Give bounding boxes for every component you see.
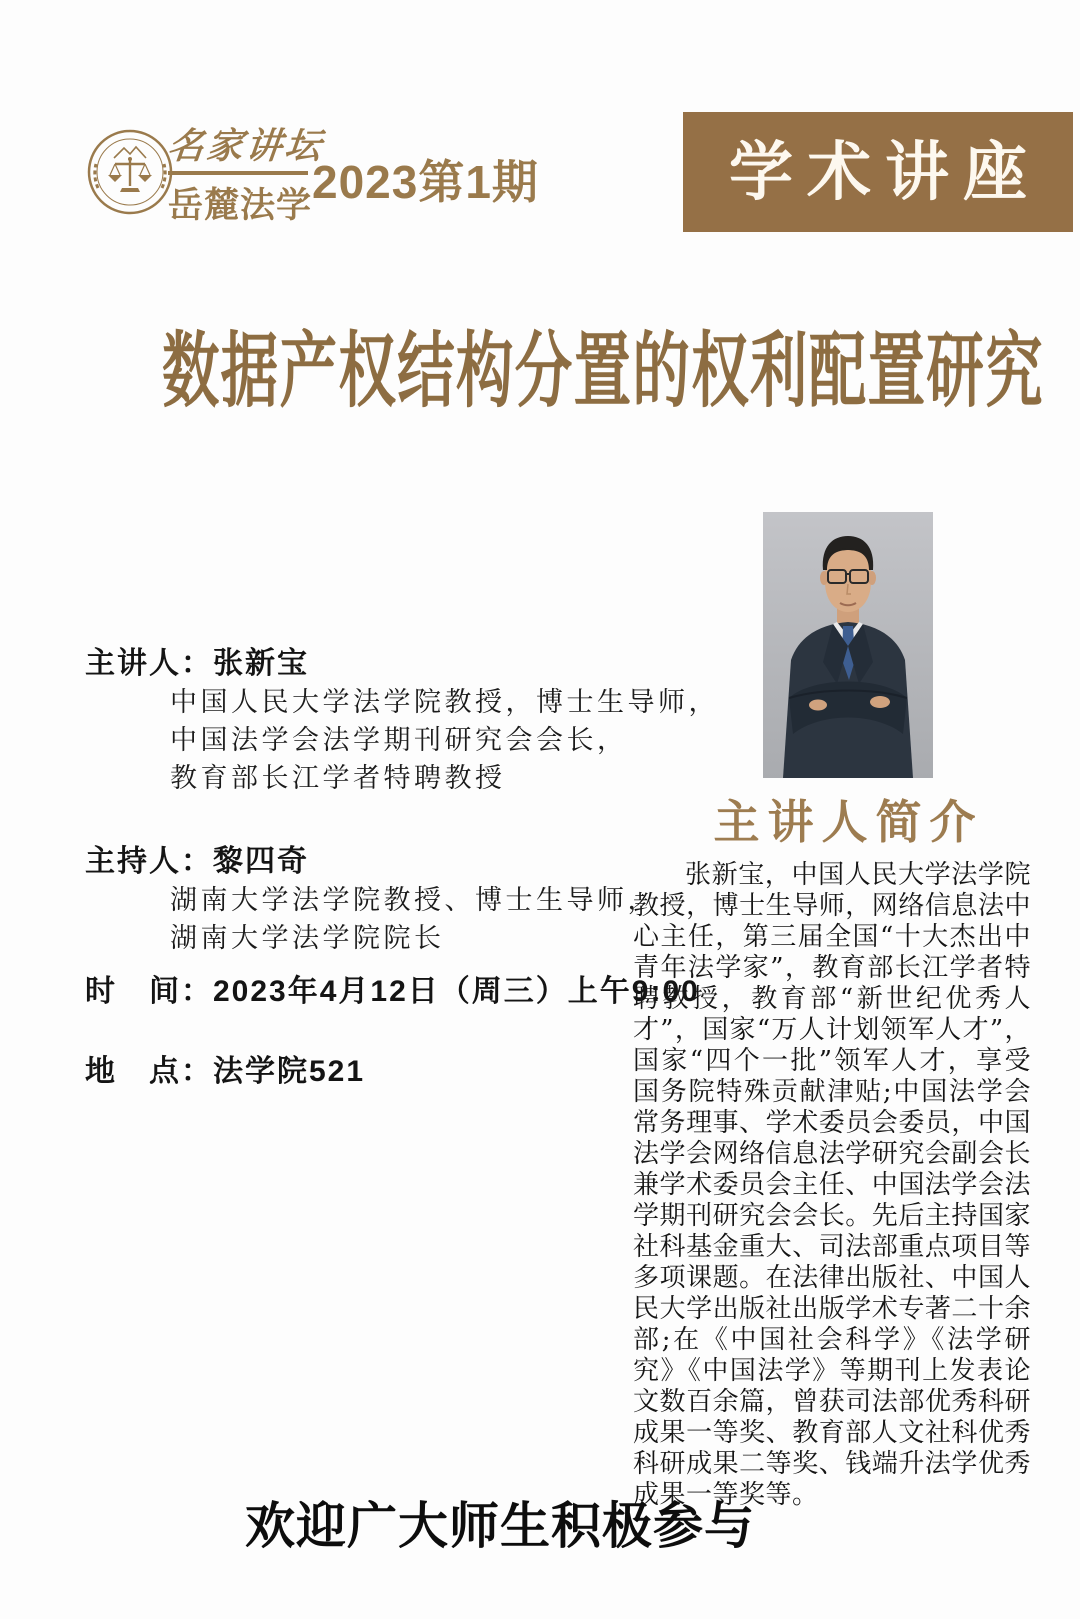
host-name: 黎四奇 xyxy=(213,845,309,878)
logo-series-name: 名家讲坛 xyxy=(165,125,326,167)
lecture-type-badge: 学术讲座 xyxy=(683,112,1073,232)
host-label: 主持人： xyxy=(85,845,213,878)
speaker-desc-line: 中国法学会法学期刊研究会会长， xyxy=(170,725,628,756)
issue-number: 2023第1期 xyxy=(312,156,539,208)
host-row xyxy=(85,836,309,880)
speaker-desc-line: 教育部长江学者特聘教授 xyxy=(170,763,506,794)
lecture-title: 数据产权结构分置的权利配置研究 xyxy=(162,326,1045,417)
law-school-seal-icon xyxy=(86,128,174,216)
logo-school-name: 岳麓法学 xyxy=(168,186,313,225)
host-desc-line: 湖南大学法学院院长 xyxy=(170,923,445,954)
host-desc-line: 湖南大学法学院教授、博士生导师， xyxy=(170,885,658,916)
time-label: 时 间： xyxy=(85,975,213,1008)
speaker-row xyxy=(85,638,309,682)
place-label: 地 点： xyxy=(85,1055,213,1088)
host-description xyxy=(170,882,658,958)
profile-section-title: 主讲人简介 xyxy=(713,795,984,849)
speaker-desc-line: 中国人民大学法学院教授，博士生导师， xyxy=(170,687,719,718)
logo-text-block xyxy=(165,118,326,228)
speaker-description xyxy=(170,684,719,798)
speaker-biography: 张新宝，中国人民大学法学院教授，博士生导师，网络信息法中心主任，第三届全国“十大杰出中青年法学家”，教育部长江学者特聘教授，教育部“新世纪优秀人才”，国家“万人计划领军人才”，国家“四个一批”领军人才，享受国务院特殊贡献津贴;中国法学会常务理事、学术委员会委员，中国法学会网络信息法学研究会副会长兼学术委员会主任、中国法学会法学期刊研究会会长。先后主持国家社科基金重大、司法部重点项目等多项课题。在法律出版社、中国人民大学出版社出版学术专著二十余部;在《中国社会科学》《法学研究》《中国法学》等期刊上发表论文数百余篇，曾获司法部优秀科研成果一等奖、教育部人文社科优秀科研成果二等奖、钱端升法学优秀成果一等奖等。 xyxy=(633,860,1031,1510)
speaker-name: 张新宝 xyxy=(213,647,309,680)
place-value: 法学院521 xyxy=(213,1055,366,1088)
welcome-slogan: 欢迎广大师生积极参与 xyxy=(245,1498,755,1554)
speaker-portrait-photo xyxy=(763,512,933,778)
logo-divider xyxy=(168,171,308,175)
time-row xyxy=(85,966,700,1010)
speaker-label: 主讲人： xyxy=(85,647,213,680)
time-value: 2023年4月12日（周三）上午9:00 xyxy=(213,975,700,1008)
place-row xyxy=(85,1046,365,1090)
